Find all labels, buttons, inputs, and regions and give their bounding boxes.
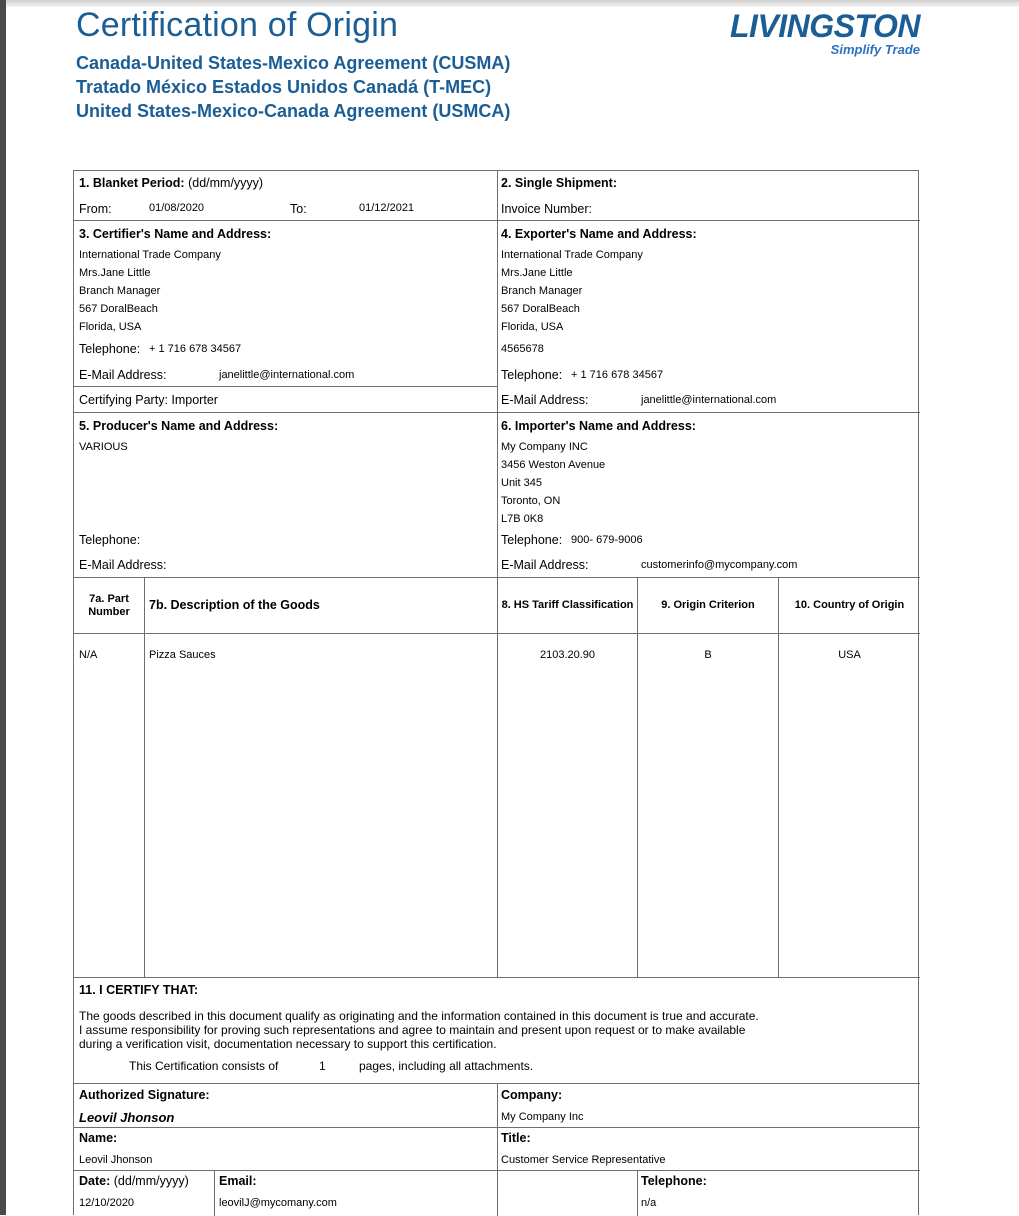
col-description: 7b. Description of the Goods bbox=[149, 598, 320, 612]
importer-line: Unit 345 bbox=[501, 477, 542, 489]
telephone-value: n/a bbox=[641, 1197, 657, 1209]
exporter-email: janelittle@international.com bbox=[641, 394, 777, 406]
importer-line: Toronto, ON bbox=[501, 495, 561, 507]
pages-prefix: This Certification consists of bbox=[129, 1059, 279, 1073]
certifier-email: janelittle@international.com bbox=[219, 369, 355, 381]
importer-telephone-label: Telephone: bbox=[501, 533, 563, 547]
certifying-party: Certifying Party: Importer bbox=[79, 393, 218, 407]
authorized-signature-label: Authorized Signature: bbox=[79, 1088, 210, 1102]
certifier-label: 3. Certifier's Name and Address: bbox=[79, 227, 272, 241]
livingston-logo bbox=[730, 8, 930, 60]
exporter-line: Branch Manager bbox=[501, 285, 583, 297]
email-value: leovilJ@mycomany.com bbox=[219, 1197, 337, 1209]
company-value: My Company Inc bbox=[501, 1111, 584, 1123]
pages-suffix: pages, including all attachments. bbox=[359, 1059, 534, 1073]
telephone-label: Telephone: bbox=[641, 1174, 707, 1188]
certify-label: 11. I CERTIFY THAT: bbox=[79, 983, 199, 997]
goods-part: N/A bbox=[79, 649, 98, 661]
col-hs-tariff: 8. HS Tariff Classification bbox=[501, 599, 634, 611]
importer-line: My Company INC bbox=[501, 441, 588, 453]
certify-statement-line: The goods described in this document qualify as originating and the information contained in this document is true and accurate. bbox=[79, 1009, 759, 1023]
certifier-line: Mrs.Jane Little bbox=[79, 267, 151, 279]
producer-email-label: E-Mail Address: bbox=[79, 558, 167, 572]
title-label: Title: bbox=[501, 1131, 531, 1145]
goods-country: USA bbox=[838, 649, 861, 661]
exporter-telephone: + 1 716 678 34567 bbox=[571, 369, 664, 381]
certifier-telephone-label: Telephone: bbox=[79, 342, 141, 356]
importer-line: 3456 Weston Avenue bbox=[501, 459, 606, 471]
certifier-telephone: + 1 716 678 34567 bbox=[149, 343, 242, 355]
from-value: 01/08/2020 bbox=[149, 202, 205, 214]
certify-statement-line: I assume responsibility for proving such representations and agree to maintain and present upon request or to make available bbox=[79, 1023, 746, 1037]
viewer-left-edge bbox=[0, 0, 6, 1215]
col-origin-criterion: 9. Origin Criterion bbox=[661, 599, 755, 611]
page-title: Certification of Origin bbox=[76, 6, 399, 44]
goods-hs: 2103.20.90 bbox=[539, 649, 596, 661]
certifier-line: International Trade Company bbox=[79, 249, 221, 261]
importer-label: 6. Importer's Name and Address: bbox=[501, 419, 696, 433]
from-label: From: bbox=[79, 202, 112, 216]
producer-label: 5. Producer's Name and Address: bbox=[79, 419, 279, 433]
agreement-cusma: Canada-United States-Mexico Agreement (CUSMA) bbox=[76, 53, 511, 73]
certifier-line: Branch Manager bbox=[79, 285, 161, 297]
importer-line: L7B 0K8 bbox=[501, 513, 544, 525]
certifier-email-label: E-Mail Address: bbox=[79, 368, 167, 382]
name-value: Leovil Jhonson bbox=[79, 1154, 153, 1166]
to-value: 01/12/2021 bbox=[359, 202, 415, 214]
goods-description: Pizza Sauces bbox=[149, 649, 216, 661]
name-label: Name: bbox=[79, 1131, 118, 1145]
importer-email-label: E-Mail Address: bbox=[501, 558, 589, 572]
invoice-number-label: Invoice Number: bbox=[501, 202, 593, 216]
certify-statement-line: during a verification visit, documentation necessary to support this certification. bbox=[79, 1037, 497, 1051]
exporter-line: 567 DoralBeach bbox=[501, 303, 580, 315]
agreement-tmec: Tratado México Estados Unidos Canadá (T-MEC) bbox=[76, 77, 492, 97]
goods-criterion: B bbox=[704, 649, 712, 661]
exporter-telephone-label: Telephone: bbox=[501, 368, 563, 382]
producer-telephone-label: Telephone: bbox=[79, 533, 141, 547]
importer-telephone: 900- 679-9006 bbox=[571, 534, 643, 546]
exporter-label: 4. Exporter's Name and Address: bbox=[501, 227, 697, 241]
date-value: 12/10/2020 bbox=[79, 1197, 135, 1209]
certificate-form bbox=[73, 170, 919, 1215]
exporter-email-label: E-Mail Address: bbox=[501, 393, 589, 407]
logo-name: LIVINGSTON bbox=[730, 8, 920, 44]
col-part-number: 7a. Part Number bbox=[88, 593, 130, 618]
exporter-line: Florida, USA bbox=[501, 321, 564, 333]
authorized-signature: Leovil Jhonson bbox=[79, 1110, 175, 1125]
certifier-line: 567 DoralBeach bbox=[79, 303, 158, 315]
exporter-line: Mrs.Jane Little bbox=[501, 267, 573, 279]
date-label: Date: (dd/mm/yyyy) bbox=[79, 1174, 189, 1188]
exporter-extra: 4565678 bbox=[501, 343, 544, 355]
company-label: Company: bbox=[501, 1088, 563, 1102]
email-label: Email: bbox=[219, 1174, 257, 1188]
pages-count: 1 bbox=[319, 1059, 326, 1073]
agreement-usmca: United States-Mexico-Canada Agreement (USMCA) bbox=[76, 101, 511, 121]
blanket-period-label: 1. Blanket Period: (dd/mm/yyyy) bbox=[79, 176, 264, 190]
producer-value: VARIOUS bbox=[79, 441, 128, 453]
title-value: Customer Service Representative bbox=[501, 1154, 666, 1166]
exporter-line: International Trade Company bbox=[501, 249, 643, 261]
col-country-origin: 10. Country of Origin bbox=[794, 599, 905, 611]
importer-email: customerinfo@mycompany.com bbox=[641, 559, 798, 571]
logo-tagline: Simplify Trade bbox=[830, 42, 920, 57]
to-label: To: bbox=[290, 202, 307, 216]
single-shipment-label: 2. Single Shipment: bbox=[501, 176, 617, 190]
certifier-line: Florida, USA bbox=[79, 321, 142, 333]
